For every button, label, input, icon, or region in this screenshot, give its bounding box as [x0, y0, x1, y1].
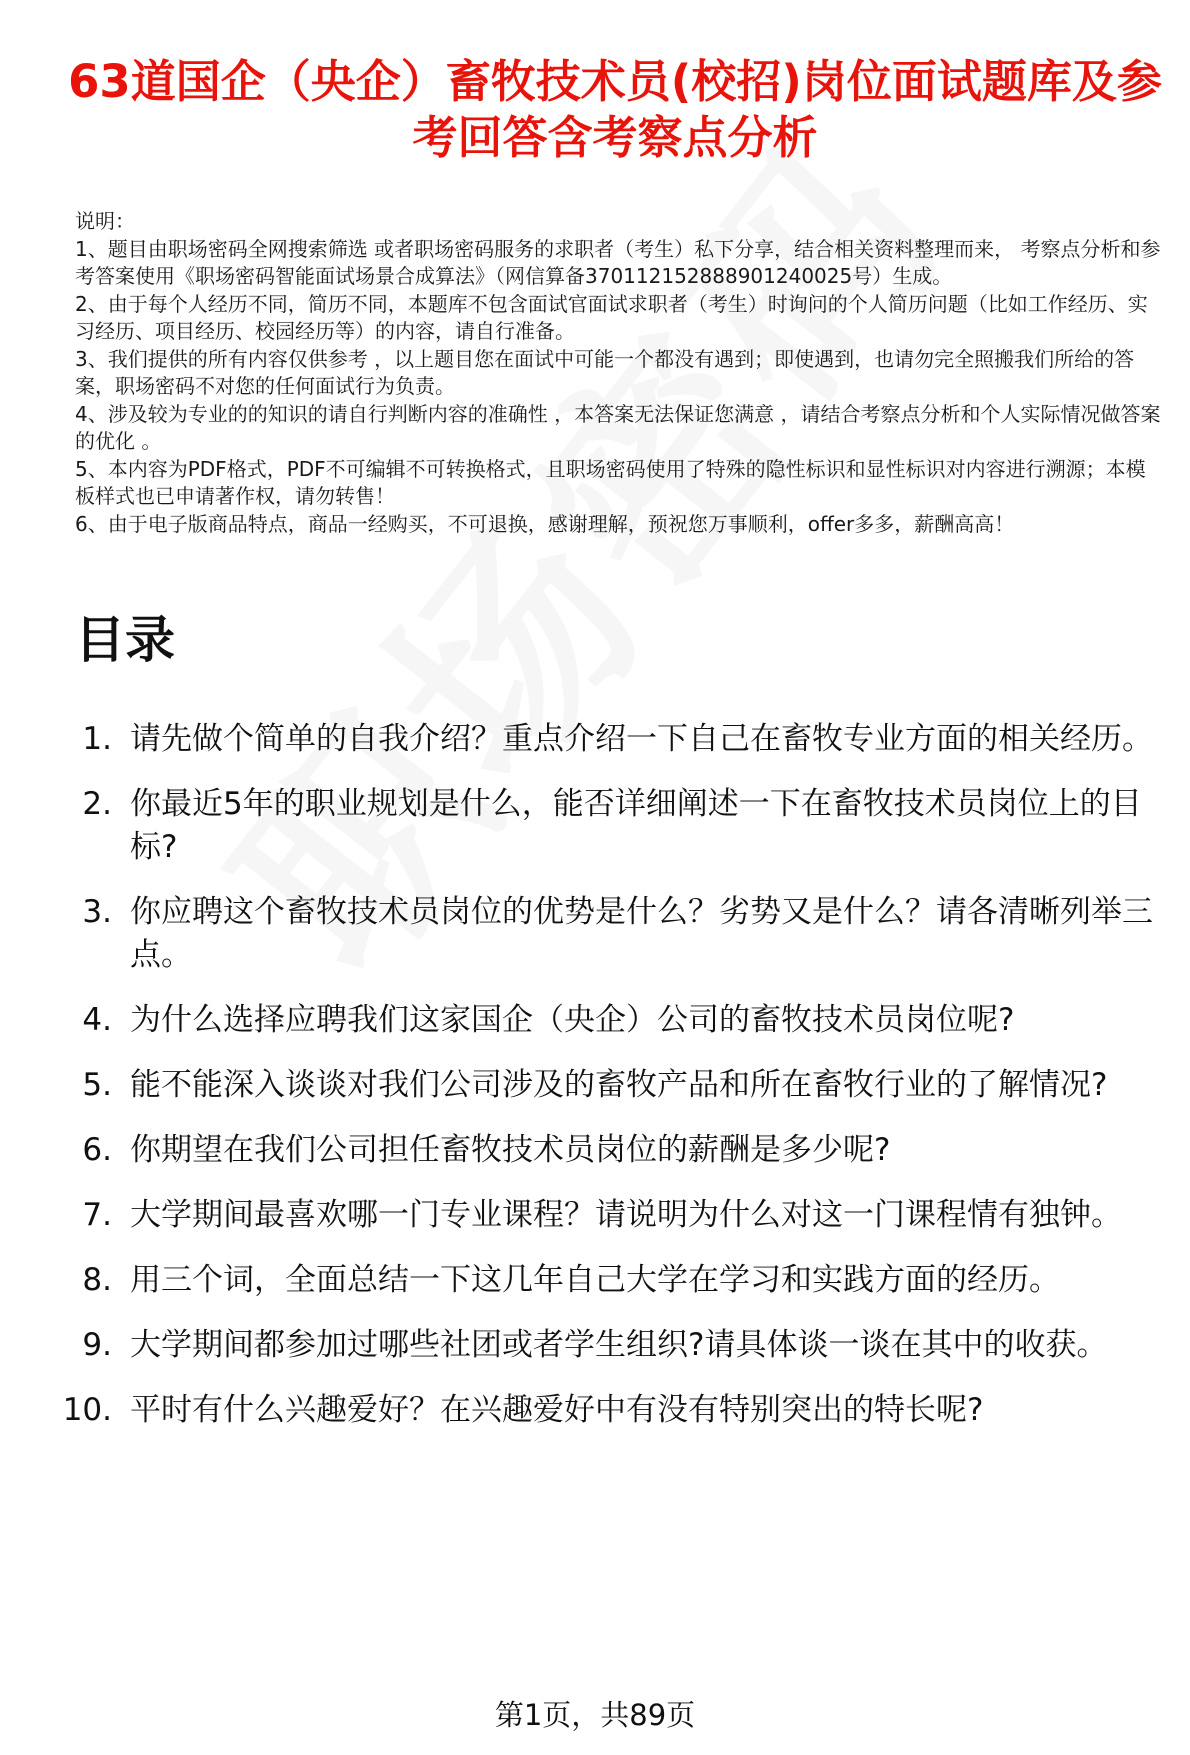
toc-item-number: 3.: [82, 894, 112, 930]
notes-heading: 说明：: [75, 209, 135, 233]
toc-item[interactable]: [0, 1389, 1190, 1432]
toc-item-text: 平时有什么兴趣爱好？在兴趣爱好中有没有特别突出的特长呢?: [130, 1392, 984, 1428]
toc-item[interactable]: [0, 1194, 1190, 1237]
toc-item[interactable]: [0, 1259, 1190, 1302]
toc-item-text: 用三个词，全面总结一下这几年自己大学在学习和实践方面的经历。: [130, 1262, 1060, 1298]
notes-item: 4、涉及较为专业的的知识的请自行判断内容的准确性 ，本答案无法保证您满意 ，请结合考察点分析和个人实际情况做答案的优化 。: [75, 401, 1161, 453]
toc-item-number: 9.: [82, 1327, 112, 1363]
notes-item: 5、本内容为PDF格式，PDF不可编辑不可转换格式，且职场密码使用了特殊的隐性标识和显性标识对内容进行溯源；本模板样式也已申请著作权，请勿转售！: [75, 456, 1146, 508]
toc-item-number: 5.: [82, 1067, 112, 1103]
toc-item[interactable]: [0, 718, 1190, 761]
toc-item-text: 你应聘这个畜牧技术员岗位的优势是什么？劣势又是什么？请各清晰列举三点。: [130, 894, 1153, 973]
toc-list: [0, 718, 1190, 1454]
toc-item-text: 你期望在我们公司担任畜牧技术员岗位的薪酬是多少呢?: [130, 1132, 891, 1168]
toc-item-number: 1.: [82, 721, 112, 757]
toc-item[interactable]: [0, 1064, 1190, 1107]
toc-item-number: 6.: [82, 1132, 112, 1168]
toc-item[interactable]: [0, 999, 1190, 1042]
toc-heading: 目录: [75, 611, 175, 669]
toc-item-number: 8.: [82, 1262, 112, 1298]
toc-item[interactable]: [0, 1129, 1190, 1172]
notes-item: 2、由于每个人经历不同，简历不同，本题库不包含面试官面试求职者（考生）时询问的个人简历问题（比如工作经历、实习经历、项目经历、校园经历等）的内容，请自行准备。: [75, 291, 1148, 343]
page-title: 63道国企（央企）畜牧技术员(校招)岗位面试题库及参考回答含考察点分析: [68, 55, 1162, 164]
notes-item: 1、题目由职场密码全网搜索筛选 或者职场密码服务的求职者（考生）私下分享，结合相关资料整理而来， 考察点分析和参考答案使用《职场密码智能面试场景合成算法》（网信算备370112152888901240025号）生成。: [75, 236, 1161, 288]
toc-item-text: 你最近5年的职业规划是什么，能否详细阐述一下在畜牧技术员岗位上的目标?: [130, 786, 1142, 865]
toc-item-text: 请先做个简单的自我介绍？重点介绍一下自己在畜牧专业方面的相关经历。: [130, 721, 1153, 757]
toc-item-text: 为什么选择应聘我们这家国企（央企）公司的畜牧技术员岗位呢?: [130, 1002, 1015, 1038]
toc-item[interactable]: [0, 1324, 1190, 1367]
toc-item-number: 2.: [82, 786, 112, 822]
toc-item-text: 能不能深入谈谈对我们公司涉及的畜牧产品和所在畜牧行业的了解情况?: [130, 1067, 1108, 1103]
notes-item: 6、由于电子版商品特点，商品一经购买，不可退换，感谢理解，预祝您万事顺利，offer多多，薪酬高高！: [75, 511, 1015, 536]
toc-item-text: 大学期间都参加过哪些社团或者学生组织?请具体谈一谈在其中的收获。: [130, 1327, 1108, 1363]
toc-item[interactable]: [0, 783, 1190, 869]
page-footer: 第1页，共89页: [494, 1698, 696, 1732]
toc-item[interactable]: [0, 891, 1190, 977]
toc-item-number: 4.: [82, 1002, 112, 1038]
notes-section: [75, 208, 1165, 538]
toc-item-number: 7.: [82, 1197, 112, 1233]
toc-item-number: 10.: [62, 1392, 112, 1428]
notes-item: 3、我们提供的所有内容仅供参考 ，以上题目您在面试中可能一个都没有遇到；即使遇到，也请勿完全照搬我们所给的答案，职场密码不对您的任何面试行为负责。: [75, 346, 1135, 398]
toc-item-text: 大学期间最喜欢哪一门专业课程？请说明为什么对这一门课程情有独钟。: [130, 1197, 1122, 1233]
